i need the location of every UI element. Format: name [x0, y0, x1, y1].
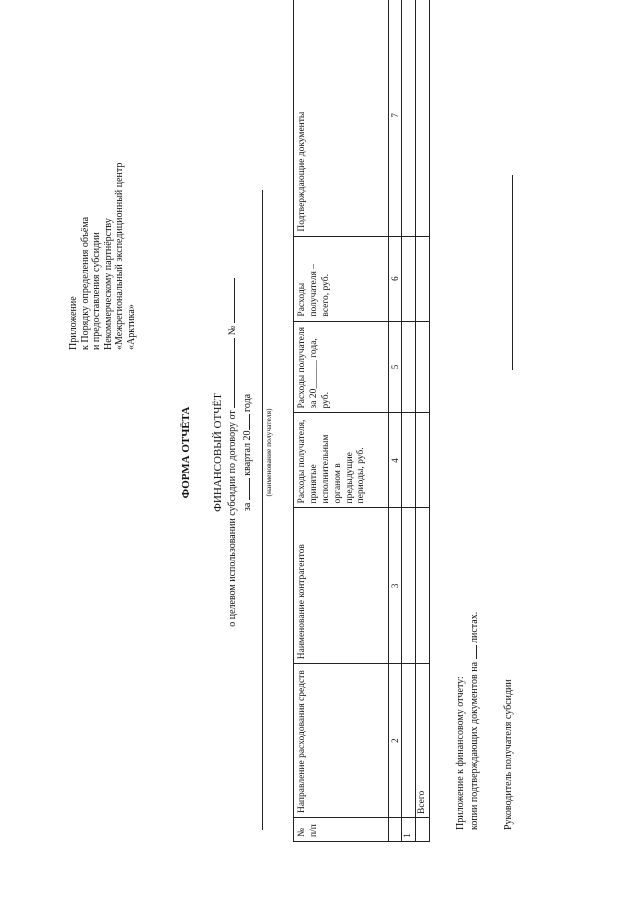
appendix-line: и предоставления субсидии	[91, 232, 102, 350]
attachment-line-1: Приложение к финансовому отчету:	[455, 676, 466, 830]
period-expenses-label: Расходы получателя за 20______ года, руб.	[297, 327, 331, 409]
table-cell	[416, 818, 430, 842]
table-cell	[402, 664, 416, 818]
number-sign: №	[227, 325, 238, 336]
financial-report-table	[293, 0, 430, 842]
appendix-line: Некоммерческому партнёрству	[102, 218, 114, 350]
period-quarter: квартал 20	[242, 430, 253, 476]
table-row	[402, 0, 416, 842]
period-year-word: года	[242, 393, 253, 412]
year-blank	[240, 414, 250, 430]
signature-line	[512, 175, 513, 370]
appendix-line: «Арктика»	[125, 304, 137, 350]
contract-line	[225, 0, 239, 905]
table-cell	[402, 321, 416, 413]
header-cell-direction: Направление расходования средств	[294, 664, 389, 818]
header-cell-previous-expenses: Расходы получателя, принятые исполнительным органом в предыдущие периоды, руб.	[294, 413, 389, 508]
appendix-line: к Порядку определения объёма	[79, 216, 91, 350]
report-title: ФИНАНСОВЫЙ ОТЧЁТ	[212, 393, 224, 512]
quarter-blank	[240, 478, 250, 500]
header-cell-total-expenses: Расходы получателя – всего, руб.	[294, 236, 389, 321]
column-number-cell: 2	[389, 664, 402, 818]
table-cell	[416, 236, 430, 321]
attachment-line-2	[467, 450, 481, 830]
appendix-line: «Межрегиональный экспедиционный центр	[114, 162, 125, 350]
contract-number-blank	[225, 278, 235, 323]
row-number-cell: 1	[402, 818, 416, 842]
table-cell	[402, 0, 416, 236]
header-cell-period-expenses	[294, 321, 389, 413]
total-label-cell: Всего	[416, 664, 430, 818]
table-cell	[416, 321, 430, 413]
table-cell	[402, 236, 416, 321]
table-cell	[416, 413, 430, 508]
column-number-row	[389, 0, 402, 842]
contract-date-blank	[225, 338, 235, 408]
header-cell-number: № п/п	[294, 818, 389, 842]
attachment-suffix: листах.	[468, 611, 480, 643]
header-cell-contractors: Наименование контрагентов	[294, 508, 389, 664]
attachment-prefix: копии подтверждающих документов на	[468, 661, 480, 830]
form-title: ФОРМА ОТЧЁТА	[180, 406, 192, 499]
table-cell	[416, 508, 430, 664]
recipient-caption: (наименование получателя)	[264, 408, 273, 497]
header-cell-documents: Подтверждающие документы	[294, 0, 389, 236]
table-cell	[416, 0, 430, 236]
period-prefix: за	[242, 502, 253, 512]
appendix-line: Приложение	[68, 296, 79, 350]
column-number-cell: 3	[389, 508, 402, 664]
table-header-row	[294, 0, 389, 842]
table-cell	[402, 508, 416, 664]
column-number-cell: 5	[389, 321, 402, 413]
appendix-block	[68, 90, 137, 350]
period-line	[240, 0, 254, 905]
column-number-cell: 7	[389, 0, 402, 236]
recipient-name-line	[262, 190, 263, 830]
signature-label: Руководитель получателя субсидии	[503, 679, 514, 830]
column-number-cell: 4	[389, 413, 402, 508]
sheet-count-blank	[467, 645, 477, 659]
column-number-cell: 6	[389, 236, 402, 321]
attachment-note	[455, 450, 480, 830]
column-number-cell	[389, 818, 402, 842]
table-total-row	[416, 0, 430, 842]
table-cell	[402, 413, 416, 508]
contract-text: о целевом использовании субсидии по договору от	[227, 410, 238, 627]
